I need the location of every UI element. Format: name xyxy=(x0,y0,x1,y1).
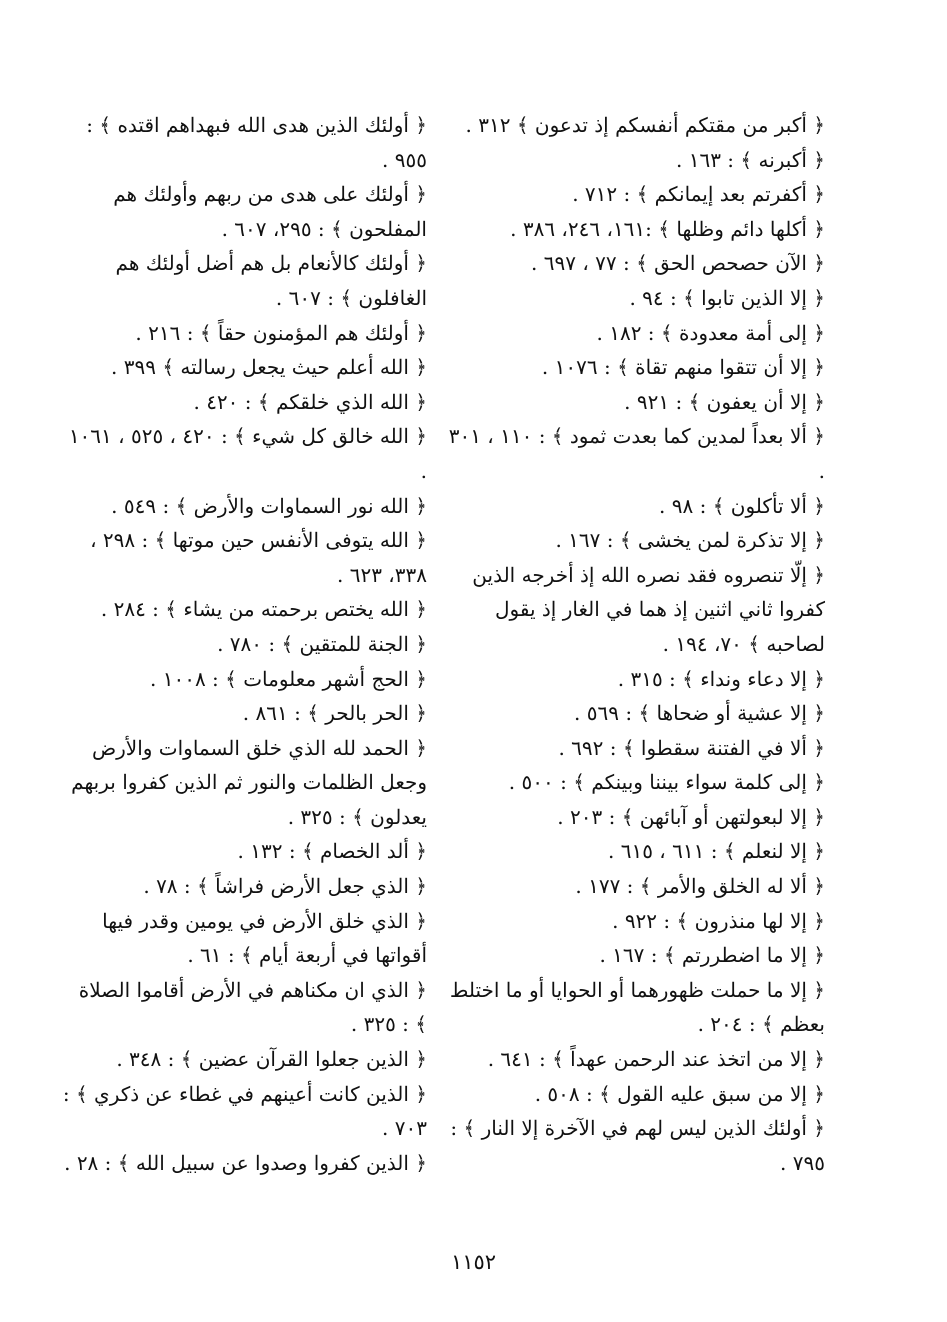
index-column-right xyxy=(439,108,825,1180)
index-entry: ﴿ إلا دعاء ونداء ﴾ : ٣١٥ . xyxy=(617,666,825,691)
index-entry: ﴿ إلّا تنصروه فقد نصره الله إذ أخرجه الذين كفروا ثاني اثنين إذ هما في الغار إذ يقول لصاحبه ﴾ ٧٠، ١٩٤ . xyxy=(472,562,825,656)
index-entry: ﴿ إلى كلمة سواء بيننا وبينكم ﴾ : ٥٠٠ . xyxy=(508,770,825,795)
index-entry: ﴿ الذي خلق الأرض في يومين وقدر فيها أقواتها في أربعة أيام ﴾ : ٦١ . xyxy=(102,908,427,968)
index-entry: ﴿ أولئك الذين ليس لهم في الآخرة إلا النار ﴾ : ٧٩٥ . xyxy=(450,1116,825,1175)
index-entry: ﴿ أكلها دائم وظلها ﴾ :١٦١، ٢٤٦، ٣٨٦ . xyxy=(510,216,825,241)
index-entry: ﴿ ألا تأكلون ﴾ : ٩٨ . xyxy=(659,493,825,518)
index-entry: ﴿ الجنة للمتقين ﴾ : ٧٨٠ . xyxy=(217,631,427,656)
index-entry: ﴿ إلى أمة معدودة ﴾ : ١٨٢ . xyxy=(596,320,825,345)
index-entry: ﴿ إلا الذين تابوا ﴾ : ٩٤ . xyxy=(629,285,825,310)
index-entry: ﴿ إلا ما اضطررتم ﴾ : ١٦٧ . xyxy=(599,943,825,968)
index-entry: ﴿ الله الذي خلقكم ﴾ : ٤٢٠ . xyxy=(193,389,427,414)
index-entry: ﴿ الذي جعل الأرض فراشاً ﴾ : ٧٨ . xyxy=(143,874,427,899)
index-entry: ﴿ الله نور السماوات والأرض ﴾ : ٥٤٩ . xyxy=(111,493,427,518)
index-entry: ﴿ الحر بالحر ﴾ : ٨٦١ . xyxy=(242,701,427,726)
index-entry: ﴿ أولئك هم المؤمنون حقاً ﴾ : ٢١٦ . xyxy=(135,320,427,345)
index-column-left xyxy=(61,108,427,1180)
index-entry: ﴿ الذين جعلوا القرآن عضين ﴾ : ٣٤٨ . xyxy=(116,1047,427,1072)
index-entry: ﴿ ألا بعداً لمدين كما بعدت ثمود ﴾ : ١١٠ ، ٣٠١ . xyxy=(448,424,825,483)
index-entry: ﴿ إلا من سبق عليه القول ﴾ : ٥٠٨ . xyxy=(534,1081,825,1106)
index-entry: ﴿ ألا في الفتنة سقطوا ﴾ : ٦٩٢ . xyxy=(558,735,825,760)
index-entry: ﴿ الذين كفروا وصدوا عن سبيل الله ﴾ : ٢٨ . xyxy=(64,1150,427,1175)
index-entry: ﴿ إلا لبعولتهن أو آبائهن ﴾ : ٢٠٣ . xyxy=(557,804,825,829)
index-entry: ﴿ إلا عشية أو ضحاها ﴾ : ٥٦٩ . xyxy=(574,701,825,726)
index-entry: ﴿ الحمد لله الذي خلق السماوات والأرض وجعل الظلمات والنور ثم الذين كفروا بربهم يعدلون ﴾ : ٣٢٥ . xyxy=(71,735,427,829)
index-entry: ﴿ أكبر من مقتكم أنفسكم إذ تدعون ﴾ ٣١٢ . xyxy=(465,113,825,137)
index-entry: ﴿ إلا ما حملت ظهورهما أو الحوايا أو ما اختلط بعظم ﴾ : ٢٠٤ . xyxy=(449,977,825,1037)
page-number: ١١٥٢ xyxy=(450,1250,497,1274)
index-entry: ﴿ الآن حصحص الحق ﴾ : ٧٧ ، ٦٩٧ . xyxy=(531,251,825,276)
index-entry: ﴿ إلا تذكرة لمن يخشى ﴾ : ١٦٧ . xyxy=(555,528,825,553)
index-entry: ﴿ ألد الخصام ﴾ : ١٣٢ . xyxy=(237,839,427,864)
index-entry: ﴿ أولئك على هدى من ربهم وأولئك هم المفلحون ﴾ : ٢٩٥، ٦٠٧ . xyxy=(113,182,427,241)
index-entry: ﴿ إلا من اتخذ عند الرحمن عهداً ﴾ : ٦٤١ . xyxy=(487,1047,825,1072)
index-entry: ﴿ إلا لها منذرون ﴾ : ٩٢٢ . xyxy=(612,908,825,933)
index-entry: ﴿ الله خالق كل شيء ﴾ : ٤٢٠ ، ٥٢٥ ، ١٠٦١ . xyxy=(68,424,427,483)
index-entry: ﴿ الذي ان مكناهم في الأرض أقاموا الصلاة ﴾ : ٣٢٥ . xyxy=(78,977,427,1037)
index-entry: ﴿ أولئك كالأنعام بل هم أضل أولئك هم الغافلون ﴾ : ٦٠٧ . xyxy=(115,251,427,310)
index-entry: ﴿ أكبرنه ﴾ : ١٦٣ . xyxy=(676,147,825,172)
index-entry: ﴿ أولئك الذين هدى الله فبهداهم اقتده ﴾ : ٩٥٥ . xyxy=(86,113,427,172)
index-entry: ﴿ إلا أن يعفون ﴾ : ٩٢١ . xyxy=(624,389,825,414)
index-entry: ﴿ الذين كانت أعينهم في غطاء عن ذكري ﴾ : ٧٠٣ . xyxy=(62,1081,427,1141)
index-entry: ﴿ إلا لنعلم ﴾ : ٦١١ ، ٦١٥ . xyxy=(608,839,825,864)
index-entry: ﴿ الله أعلم حيث يجعل رسالته ﴾ ٣٩٩ . xyxy=(111,355,427,380)
index-entry: ﴿ الحج أشهر معلومات ﴾ : ١٠٠٨ . xyxy=(150,666,427,691)
index-entry: ﴿ الله يختص برحمته من يشاء ﴾ : ٢٨٤ . xyxy=(100,597,427,622)
index-entry: ﴿ أكفرتم بعد إيمانكم ﴾ : ٧١٢ . xyxy=(572,182,825,207)
index-entry: ﴿ ألا له الخلق والأمر ﴾ : ١٧٧ . xyxy=(575,874,825,899)
index-entry: ﴿ الله يتوفى الأنفس حين موتها ﴾ : ٢٩٨ ، ٣٣٨، ٦٢٣ . xyxy=(90,528,427,587)
index-entry: ﴿ إلا أن تتقوا منهم تقاة ﴾ : ١٠٧٦ . xyxy=(541,355,825,380)
